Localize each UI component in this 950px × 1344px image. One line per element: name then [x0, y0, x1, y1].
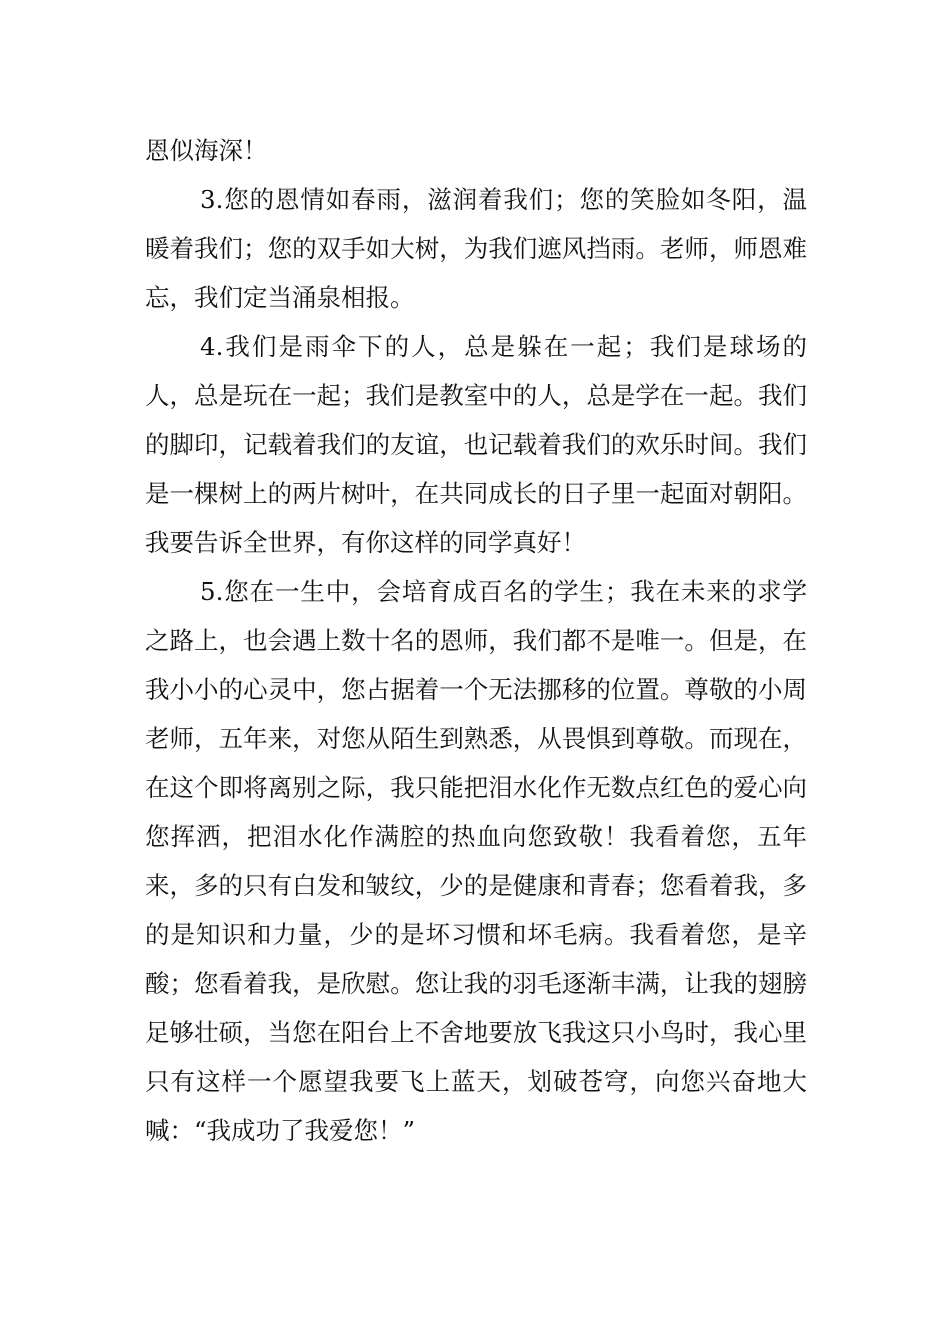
document-body	[145, 126, 807, 1155]
paragraph-continuation: 恩似海深！	[145, 136, 268, 165]
paragraph-item-4: 4.我们是雨伞下的人，总是躲在一起；我们是球场的人，总是玩在一起；我们是教室中的人，总是学在一起。我们的脚印，记载着我们的友谊，也记载着我们的欢乐时间。我们是一棵树上的两片树叶，在共同成长的日子里一起面对朝阳。我要告诉全世界，有你这样的同学真好！	[145, 332, 807, 557]
paragraph-item-5: 5.您在一生中，会培育成百名的学生；我在未来的求学之路上，也会遇上数十名的恩师，我们都不是唯一。但是，在我小小的心灵中，您占据着一个无法挪移的位置。尊敬的小周老师，五年来，对您从陌生到熟悉，从畏惧到尊敬。而现在，在这个即将离别之际，我只能把泪水化作无数点红色的爱心向您挥洒，把泪水化作满腔的热血向您致敬！我看着您，五年来，多的只有白发和皱纹，少的是健康和青春；您看着我，多的是知识和力量，少的是坏习惯和坏毛病。我看着您，是辛酸；您看着我，是欣慰。您让我的羽毛逐渐丰满，让我的翅膀足够壮硕，当您在阳台上不舍地要放飞我这只小鸟时，我心里只有这样一个愿望我要飞上蓝天，划破苍穹，向您兴奋地大喊：“我成功了我爱您！”	[145, 577, 807, 1145]
paragraph-item-3: 3.您的恩情如春雨，滋润着我们；您的笑脸如冬阳，温暖着我们；您的双手如大树，为我们遮风挡雨。老师，师恩难忘，我们定当涌泉相报。	[145, 185, 807, 312]
